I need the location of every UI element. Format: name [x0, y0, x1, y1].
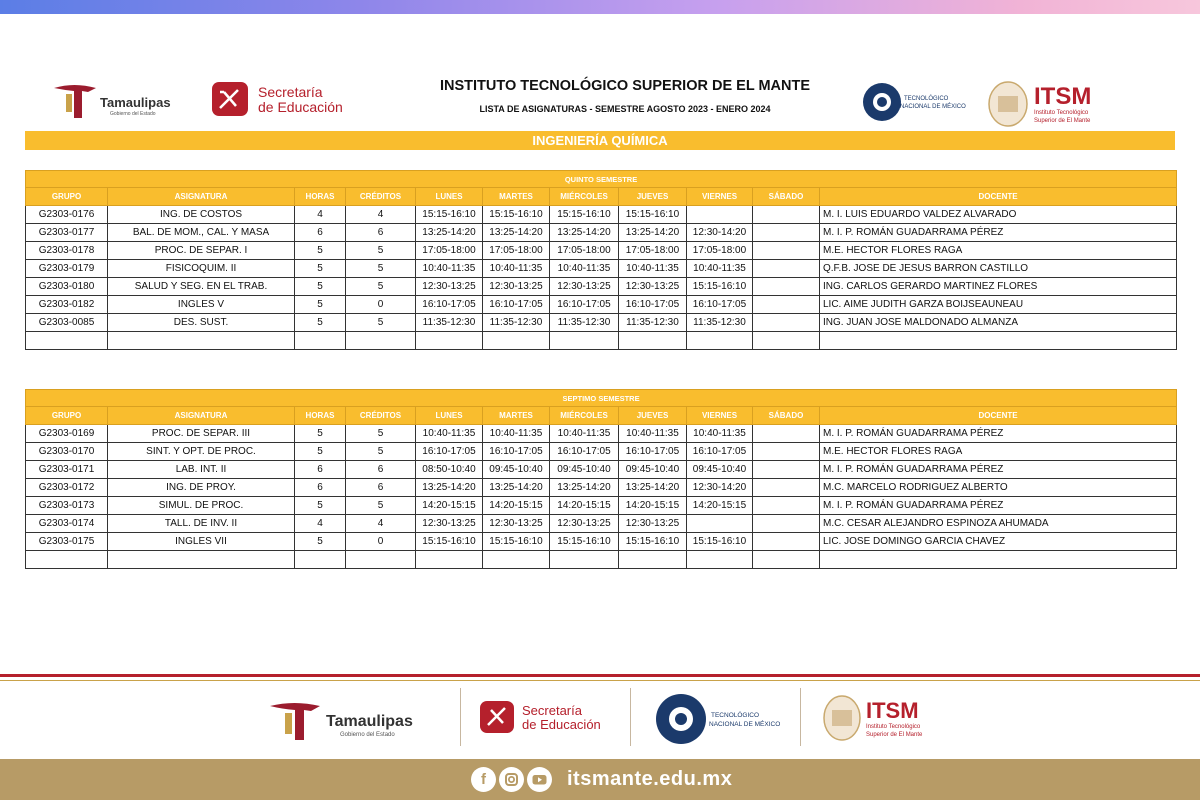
table-cell: M.C. CESAR ALEJANDRO ESPINOZA AHUMADA: [820, 515, 1177, 533]
table-cell: 15:15-16:10: [416, 533, 483, 551]
table-cell: 13:25-14:20: [483, 479, 550, 497]
table-cell: 11:35-12:30: [483, 314, 550, 332]
column-header: GRUPO: [26, 188, 108, 206]
table-cell: 5: [295, 497, 346, 515]
footer-tecnm-text-2: NACIONAL DE MÉXICO: [709, 721, 780, 728]
table-cell: 16:10-17:05: [619, 443, 687, 461]
institute-title: INSTITUTO TECNOLÓGICO SUPERIOR DE EL MANTE: [439, 78, 811, 94]
table-cell: 6: [295, 461, 346, 479]
table-cell: 12:30-13:25: [483, 515, 550, 533]
table-cell: [753, 479, 820, 497]
table-row: [26, 479, 1177, 497]
footer-educacion-text: de Educación: [522, 717, 601, 732]
table-cell: 10:40-11:35: [619, 425, 687, 443]
table-cell: [346, 551, 416, 569]
semester-title: QUINTO SEMESTRE: [26, 171, 1177, 188]
table-row: [26, 425, 1177, 443]
table-row: [26, 206, 1177, 224]
footer-tamaulipas-sub: Gobierno del Estado: [340, 732, 395, 738]
table-cell: [108, 332, 295, 350]
column-header: LUNES: [416, 407, 483, 425]
table-cell: [753, 260, 820, 278]
table-cell: M. I. P. ROMÁN GUADARRAMA PÉREZ: [820, 461, 1177, 479]
table-cell: 10:40-11:35: [416, 260, 483, 278]
table-cell: 12:30-13:25: [483, 278, 550, 296]
column-header: ASIGNATURA: [108, 188, 295, 206]
table-row: [26, 242, 1177, 260]
footer-tecnm-text-1: TECNOLÓGICO: [711, 712, 760, 719]
table-cell: [753, 296, 820, 314]
table-cell: 16:10-17:05: [550, 443, 619, 461]
table-cell: 11:35-12:30: [687, 314, 753, 332]
table-cell: 5: [346, 497, 416, 515]
youtube-icon[interactable]: [527, 767, 552, 792]
table-cell: 16:10-17:05: [416, 296, 483, 314]
table-cell: 17:05-18:00: [416, 242, 483, 260]
top-gradient-bar: [0, 0, 1200, 14]
table-cell: SIMUL. DE PROC.: [108, 497, 295, 515]
table-cell: 15:15-16:10: [550, 206, 619, 224]
table-cell: 17:05-18:00: [687, 242, 753, 260]
table-cell: 5: [295, 425, 346, 443]
footer-secretaria-text: Secretaría: [522, 703, 582, 718]
table-cell: 11:35-12:30: [619, 314, 687, 332]
column-header: SÁBADO: [753, 407, 820, 425]
table-cell: M. I. P. ROMÁN GUADARRAMA PÉREZ: [820, 224, 1177, 242]
table-cell: 16:10-17:05: [619, 296, 687, 314]
column-header: CRÉDITOS: [346, 407, 416, 425]
column-header: GRUPO: [26, 407, 108, 425]
table-row: [26, 278, 1177, 296]
table-cell: G2303-0175: [26, 533, 108, 551]
table-cell: G2303-0182: [26, 296, 108, 314]
table-cell: 12:30-14:20: [687, 224, 753, 242]
footer-itsm-sub2: Superior de El Mante: [866, 732, 923, 738]
table-cell: 10:40-11:35: [687, 260, 753, 278]
column-header: HORAS: [295, 188, 346, 206]
table-cell: [26, 551, 108, 569]
table-cell: [753, 278, 820, 296]
table-cell: 0: [346, 533, 416, 551]
website-link[interactable]: itsmante.edu.mx: [567, 768, 733, 790]
table-row: [26, 314, 1177, 332]
table-cell: 4: [295, 515, 346, 533]
table-cell: BAL. DE MOM., CAL. Y MASA: [108, 224, 295, 242]
table-cell: 5: [295, 533, 346, 551]
table-cell: 5: [295, 260, 346, 278]
table-cell: 5: [295, 278, 346, 296]
table-cell: 12:30-13:25: [416, 278, 483, 296]
table-cell: [619, 551, 687, 569]
table-cell: FISICOQUIM. II: [108, 260, 295, 278]
tecnm-logo: [862, 80, 980, 124]
table-cell: [550, 551, 619, 569]
table-cell: G2303-0180: [26, 278, 108, 296]
career-banner: INGENIERÍA QUÍMICA: [25, 131, 1175, 150]
secretaria-educacion-logo: [210, 80, 360, 120]
table-cell: 10:40-11:35: [550, 425, 619, 443]
table-cell: [820, 332, 1177, 350]
table-cell: ING. CARLOS GERARDO MARTINEZ FLORES: [820, 278, 1177, 296]
column-header: DOCENTE: [820, 188, 1177, 206]
footer-itsm-sub1: Instituto Tecnológico: [866, 724, 921, 730]
table-cell: Q.F.B. JOSE DE JESUS BARRON CASTILLO: [820, 260, 1177, 278]
column-header: SÁBADO: [753, 188, 820, 206]
footer-itsm-wordmark: ITSM: [866, 698, 919, 723]
table-cell: 16:10-17:05: [687, 296, 753, 314]
table-cell: G2303-0173: [26, 497, 108, 515]
table-cell: 17:05-18:00: [619, 242, 687, 260]
table-cell: [346, 332, 416, 350]
table-cell: [820, 551, 1177, 569]
table-cell: 5: [346, 260, 416, 278]
table-cell: 08:50-10:40: [416, 461, 483, 479]
table-cell: G2303-0085: [26, 314, 108, 332]
itsm-wordmark: ITSM: [1034, 83, 1092, 110]
column-header: VIERNES: [687, 407, 753, 425]
table-row: [26, 224, 1177, 242]
table-cell: 6: [346, 224, 416, 242]
table-row: [26, 497, 1177, 515]
table-cell: [483, 332, 550, 350]
table-cell: [753, 461, 820, 479]
table-cell: [26, 332, 108, 350]
table-cell: 16:10-17:05: [687, 443, 753, 461]
table-cell: 10:40-11:35: [550, 260, 619, 278]
table-cell: 09:45-10:40: [483, 461, 550, 479]
table-cell: 16:10-17:05: [416, 443, 483, 461]
table-cell: 12:30-13:25: [550, 515, 619, 533]
tamaulipas-sub: Gobierno del Estado: [110, 111, 156, 117]
table-cell: G2303-0169: [26, 425, 108, 443]
itsm-sub2: Superior de El Mante: [1034, 118, 1091, 124]
footer-separator: [630, 688, 631, 746]
column-header: MARTES: [483, 188, 550, 206]
table-cell: [753, 224, 820, 242]
table-cell: PROC. DE SEPAR. I: [108, 242, 295, 260]
table-cell: 15:15-16:10: [416, 206, 483, 224]
table-cell: 17:05-18:00: [550, 242, 619, 260]
table-cell: 15:15-16:10: [619, 206, 687, 224]
footer-itsm-logo: [822, 692, 952, 744]
table-cell: 09:45-10:40: [550, 461, 619, 479]
column-header: MARTES: [483, 407, 550, 425]
table-cell: 13:25-14:20: [550, 479, 619, 497]
table-cell: 17:05-18:00: [483, 242, 550, 260]
table-cell: [753, 242, 820, 260]
table-row: [26, 260, 1177, 278]
table-cell: 12:30-13:25: [619, 278, 687, 296]
table-cell: 6: [295, 224, 346, 242]
table-cell: [753, 332, 820, 350]
table-cell: 5: [346, 314, 416, 332]
semester-title: SEPTIMO SEMESTRE: [26, 390, 1177, 407]
table-cell: M. I. P. ROMÁN GUADARRAMA PÉREZ: [820, 497, 1177, 515]
table-cell: [753, 206, 820, 224]
footer-red-line: [0, 674, 1200, 677]
table-cell: LIC. AIME JUDITH GARZA BOIJSEAUNEAU: [820, 296, 1177, 314]
table-cell: LAB. INT. II: [108, 461, 295, 479]
secretaria-text: Secretaría: [258, 84, 323, 100]
table-cell: 5: [346, 278, 416, 296]
instagram-icon[interactable]: [499, 767, 524, 792]
table-cell: 5: [346, 242, 416, 260]
table-cell: TALL. DE INV. II: [108, 515, 295, 533]
table-cell: 12:30-13:25: [550, 278, 619, 296]
table-cell: 13:25-14:20: [416, 479, 483, 497]
table-cell: 13:25-14:20: [619, 479, 687, 497]
table-row: [26, 551, 1177, 569]
table-cell: 09:45-10:40: [619, 461, 687, 479]
column-header: CRÉDITOS: [346, 188, 416, 206]
table-cell: 4: [346, 206, 416, 224]
table-cell: [416, 551, 483, 569]
table-cell: 12:30-13:25: [619, 515, 687, 533]
footer-tecnm-logo: [655, 690, 780, 748]
table-cell: [550, 332, 619, 350]
table-cell: 10:40-11:35: [619, 260, 687, 278]
table-cell: 16:10-17:05: [550, 296, 619, 314]
table-cell: M.C. MARCELO RODRIGUEZ ALBERTO: [820, 479, 1177, 497]
table-cell: [416, 332, 483, 350]
table-cell: 12:30-14:20: [687, 479, 753, 497]
table-cell: [295, 332, 346, 350]
table-row: [26, 332, 1177, 350]
table-cell: 14:20-15:15: [416, 497, 483, 515]
table-cell: [687, 551, 753, 569]
table-cell: 5: [295, 296, 346, 314]
table-cell: [687, 332, 753, 350]
table-cell: 14:20-15:15: [550, 497, 619, 515]
table-cell: 5: [346, 425, 416, 443]
table-cell: 14:20-15:15: [687, 497, 753, 515]
table-cell: 5: [295, 314, 346, 332]
table-cell: 13:25-14:20: [550, 224, 619, 242]
quinto-semestre-table: [25, 170, 1177, 350]
column-header: VIERNES: [687, 188, 753, 206]
table-cell: 0: [346, 296, 416, 314]
table-cell: [295, 551, 346, 569]
table-row: [26, 515, 1177, 533]
tamaulipas-wordmark: Tamaulipas: [100, 95, 171, 110]
table-cell: [753, 425, 820, 443]
table-cell: 10:40-11:35: [483, 425, 550, 443]
table-cell: PROC. DE SEPAR. III: [108, 425, 295, 443]
table-cell: DES. SUST.: [108, 314, 295, 332]
table-cell: 6: [346, 461, 416, 479]
table-cell: 10:40-11:35: [687, 425, 753, 443]
table-cell: [753, 515, 820, 533]
table-cell: 15:15-16:10: [687, 278, 753, 296]
footer-tamaulipas-wordmark: Tamaulipas: [326, 713, 413, 730]
table-cell: G2303-0177: [26, 224, 108, 242]
table-cell: 13:25-14:20: [416, 224, 483, 242]
column-header: DOCENTE: [820, 407, 1177, 425]
table-row: [26, 461, 1177, 479]
column-header: LUNES: [416, 188, 483, 206]
table-cell: G2303-0178: [26, 242, 108, 260]
table-cell: G2303-0179: [26, 260, 108, 278]
table-cell: G2303-0176: [26, 206, 108, 224]
table-cell: 4: [295, 206, 346, 224]
table-cell: 14:20-15:15: [619, 497, 687, 515]
table-cell: ING. JUAN JOSE MALDONADO ALMANZA: [820, 314, 1177, 332]
table-cell: INGLES VII: [108, 533, 295, 551]
table-cell: ING. DE PROY.: [108, 479, 295, 497]
tamaulipas-logo: [52, 82, 187, 122]
table-cell: 6: [346, 479, 416, 497]
table-cell: 6: [295, 479, 346, 497]
table-cell: [753, 533, 820, 551]
column-header: MIÉRCOLES: [550, 407, 619, 425]
itsm-sub1: Instituto Tecnológico: [1034, 110, 1089, 116]
table-cell: 5: [346, 443, 416, 461]
table-cell: INGLES V: [108, 296, 295, 314]
list-subtitle: LISTA DE ASIGNATURAS - SEMESTRE AGOSTO 2023 - ENERO 2024: [479, 104, 771, 114]
table-cell: M. I. P. ROMÁN GUADARRAMA PÉREZ: [820, 425, 1177, 443]
table-cell: 13:25-14:20: [619, 224, 687, 242]
table-cell: [753, 314, 820, 332]
table-cell: 10:40-11:35: [483, 260, 550, 278]
footer-gold-line: [0, 680, 1200, 681]
itsm-logo: [988, 80, 1123, 128]
table-cell: M. I. LUIS EDUARDO VALDEZ ALVARADO: [820, 206, 1177, 224]
table-cell: G2303-0174: [26, 515, 108, 533]
table-cell: G2303-0172: [26, 479, 108, 497]
table-cell: M.E. HECTOR FLORES RAGA: [820, 242, 1177, 260]
table-cell: 15:15-16:10: [687, 533, 753, 551]
table-cell: 16:10-17:05: [483, 443, 550, 461]
table-cell: [687, 206, 753, 224]
column-header: JUEVES: [619, 407, 687, 425]
table-cell: [483, 551, 550, 569]
tecnm-text-2: NACIONAL DE MÉXICO: [900, 104, 966, 110]
column-header: MIÉRCOLES: [550, 188, 619, 206]
table-cell: SALUD Y SEG. EN EL TRAB.: [108, 278, 295, 296]
column-header: ASIGNATURA: [108, 407, 295, 425]
column-header: JUEVES: [619, 188, 687, 206]
table-cell: 12:30-13:25: [416, 515, 483, 533]
table-cell: G2303-0170: [26, 443, 108, 461]
table-cell: G2303-0171: [26, 461, 108, 479]
tecnm-text-1: TECNOLÓGICO: [904, 96, 949, 102]
table-cell: 15:15-16:10: [550, 533, 619, 551]
table-row: [26, 443, 1177, 461]
table-cell: 14:20-15:15: [483, 497, 550, 515]
footer-separator: [800, 688, 801, 746]
table-cell: 09:45-10:40: [687, 461, 753, 479]
table-cell: 15:15-16:10: [619, 533, 687, 551]
table-row: [26, 296, 1177, 314]
table-cell: ING. DE COSTOS: [108, 206, 295, 224]
table-row: [26, 533, 1177, 551]
footer-tamaulipas-logo: [268, 700, 433, 744]
table-cell: 4: [346, 515, 416, 533]
table-cell: [753, 443, 820, 461]
table-cell: [753, 551, 820, 569]
table-cell: 16:10-17:05: [483, 296, 550, 314]
table-cell: 10:40-11:35: [416, 425, 483, 443]
table-cell: [108, 551, 295, 569]
table-cell: 11:35-12:30: [550, 314, 619, 332]
footer-separator: [460, 688, 461, 746]
table-cell: [753, 497, 820, 515]
facebook-icon[interactable]: f: [471, 767, 496, 792]
footer-secretaria-logo: [478, 698, 618, 738]
educacion-text: de Educación: [258, 99, 343, 115]
table-cell: LIC. JOSE DOMINGO GARCIA CHAVEZ: [820, 533, 1177, 551]
table-cell: [619, 332, 687, 350]
table-cell: 15:15-16:10: [483, 533, 550, 551]
table-cell: SINT. Y OPT. DE PROC.: [108, 443, 295, 461]
table-cell: 13:25-14:20: [483, 224, 550, 242]
table-cell: 15:15-16:10: [483, 206, 550, 224]
table-cell: 11:35-12:30: [416, 314, 483, 332]
septimo-semestre-table: [25, 389, 1177, 569]
table-cell: [687, 515, 753, 533]
column-header: HORAS: [295, 407, 346, 425]
table-cell: 5: [295, 242, 346, 260]
table-cell: 5: [295, 443, 346, 461]
table-cell: M.E. HECTOR FLORES RAGA: [820, 443, 1177, 461]
